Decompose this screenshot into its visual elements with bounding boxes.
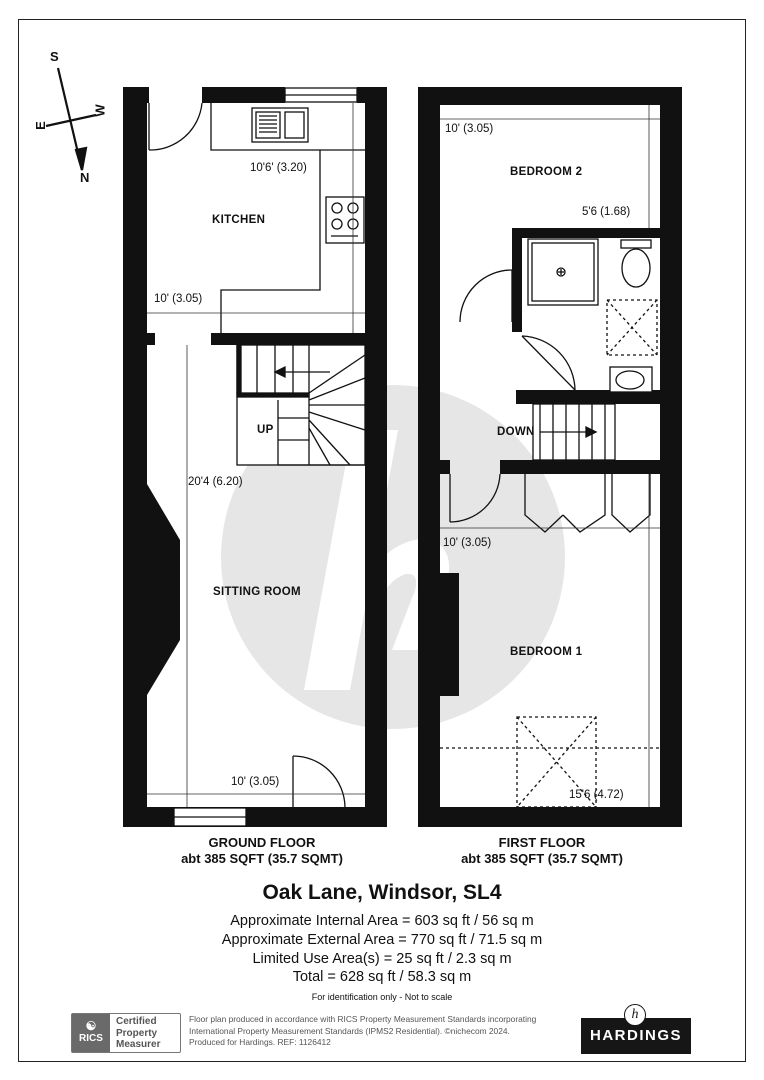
- internal-area: Approximate Internal Area = 603 sq ft / 56 sq m: [230, 913, 534, 929]
- dim-sitting-width: 10' (3.05): [231, 776, 280, 788]
- label-kitchen: KITCHEN: [212, 214, 266, 226]
- footer-line-2: International Property Measurement Standards (IPMS2 Residential). ©nichecom 2024.: [189, 1025, 510, 1036]
- footer-notice: [189, 1014, 579, 1049]
- external-area: Approximate External Area = 770 sq ft / 71.5 sq m: [221, 932, 543, 948]
- dim-kitchen-width: 10' (3.05): [154, 293, 203, 305]
- rics-logo-text: RICS: [79, 1033, 103, 1044]
- disclaimer: For identification only - Not to scale: [311, 992, 453, 1002]
- property-title: Oak Lane, Windsor, SL4: [262, 881, 502, 904]
- ground-floor-area: abt 385 SQFT (35.7 SQMT): [181, 851, 343, 866]
- label-sitting-room: SITTING ROOM: [213, 586, 301, 598]
- first-floor-area: abt 385 SQFT (35.7 SQMT): [461, 851, 623, 866]
- first-floor-caption: [430, 835, 654, 867]
- footer-line-3: Produced for Hardings. REF: 1126412: [189, 1037, 331, 1047]
- compass-south: S: [50, 49, 59, 64]
- rics-label-line-2: Property: [116, 1027, 158, 1039]
- dim-sitting-depth: 20'4 (6.20): [188, 476, 243, 488]
- dim-bed1-width: 10' (3.05): [443, 537, 492, 549]
- hardings-mark-icon: h: [624, 1004, 646, 1026]
- rics-badge: [71, 1013, 181, 1053]
- dim-bed1-depth: 15'6 (4.72): [569, 789, 624, 801]
- total-area: Total = 628 sq ft / 58.3 sq m: [292, 969, 472, 985]
- dim-bed2-width: 10' (3.05): [445, 123, 494, 135]
- compass-west: W: [92, 104, 108, 117]
- ground-floor-title: GROUND FLOOR: [208, 835, 316, 850]
- label-bedroom-1: BEDROOM 1: [510, 646, 583, 658]
- label-bedroom-2: BEDROOM 2: [510, 166, 583, 178]
- rics-logo: ☯ RICS: [72, 1014, 110, 1052]
- first-floor-title: FIRST FLOOR: [498, 835, 586, 850]
- compass-rose: [46, 68, 96, 170]
- dim-bed2-depth: 5'6 (1.68): [582, 206, 631, 218]
- compass-east: E: [32, 121, 48, 130]
- rics-label: [116, 1016, 160, 1051]
- ground-floor-caption: [150, 835, 374, 867]
- label-stairs-up: UP: [257, 424, 274, 436]
- compass-north: N: [80, 170, 90, 185]
- rics-label-line-3: Measurer: [116, 1039, 161, 1050]
- dim-kitchen-depth: 10'6' (3.20): [250, 162, 307, 174]
- limited-use-area: Limited Use Area(s) = 25 sq ft / 2.3 sq m: [252, 951, 512, 967]
- label-stairs-down: DOWN: [497, 426, 535, 438]
- hardings-logo: HARDINGS: [581, 1018, 691, 1054]
- footer-line-1: Floor plan produced in accordance with RICS Property Measurement Standards incorporating: [189, 1014, 537, 1024]
- rics-label-line-1: Certified: [116, 1016, 157, 1027]
